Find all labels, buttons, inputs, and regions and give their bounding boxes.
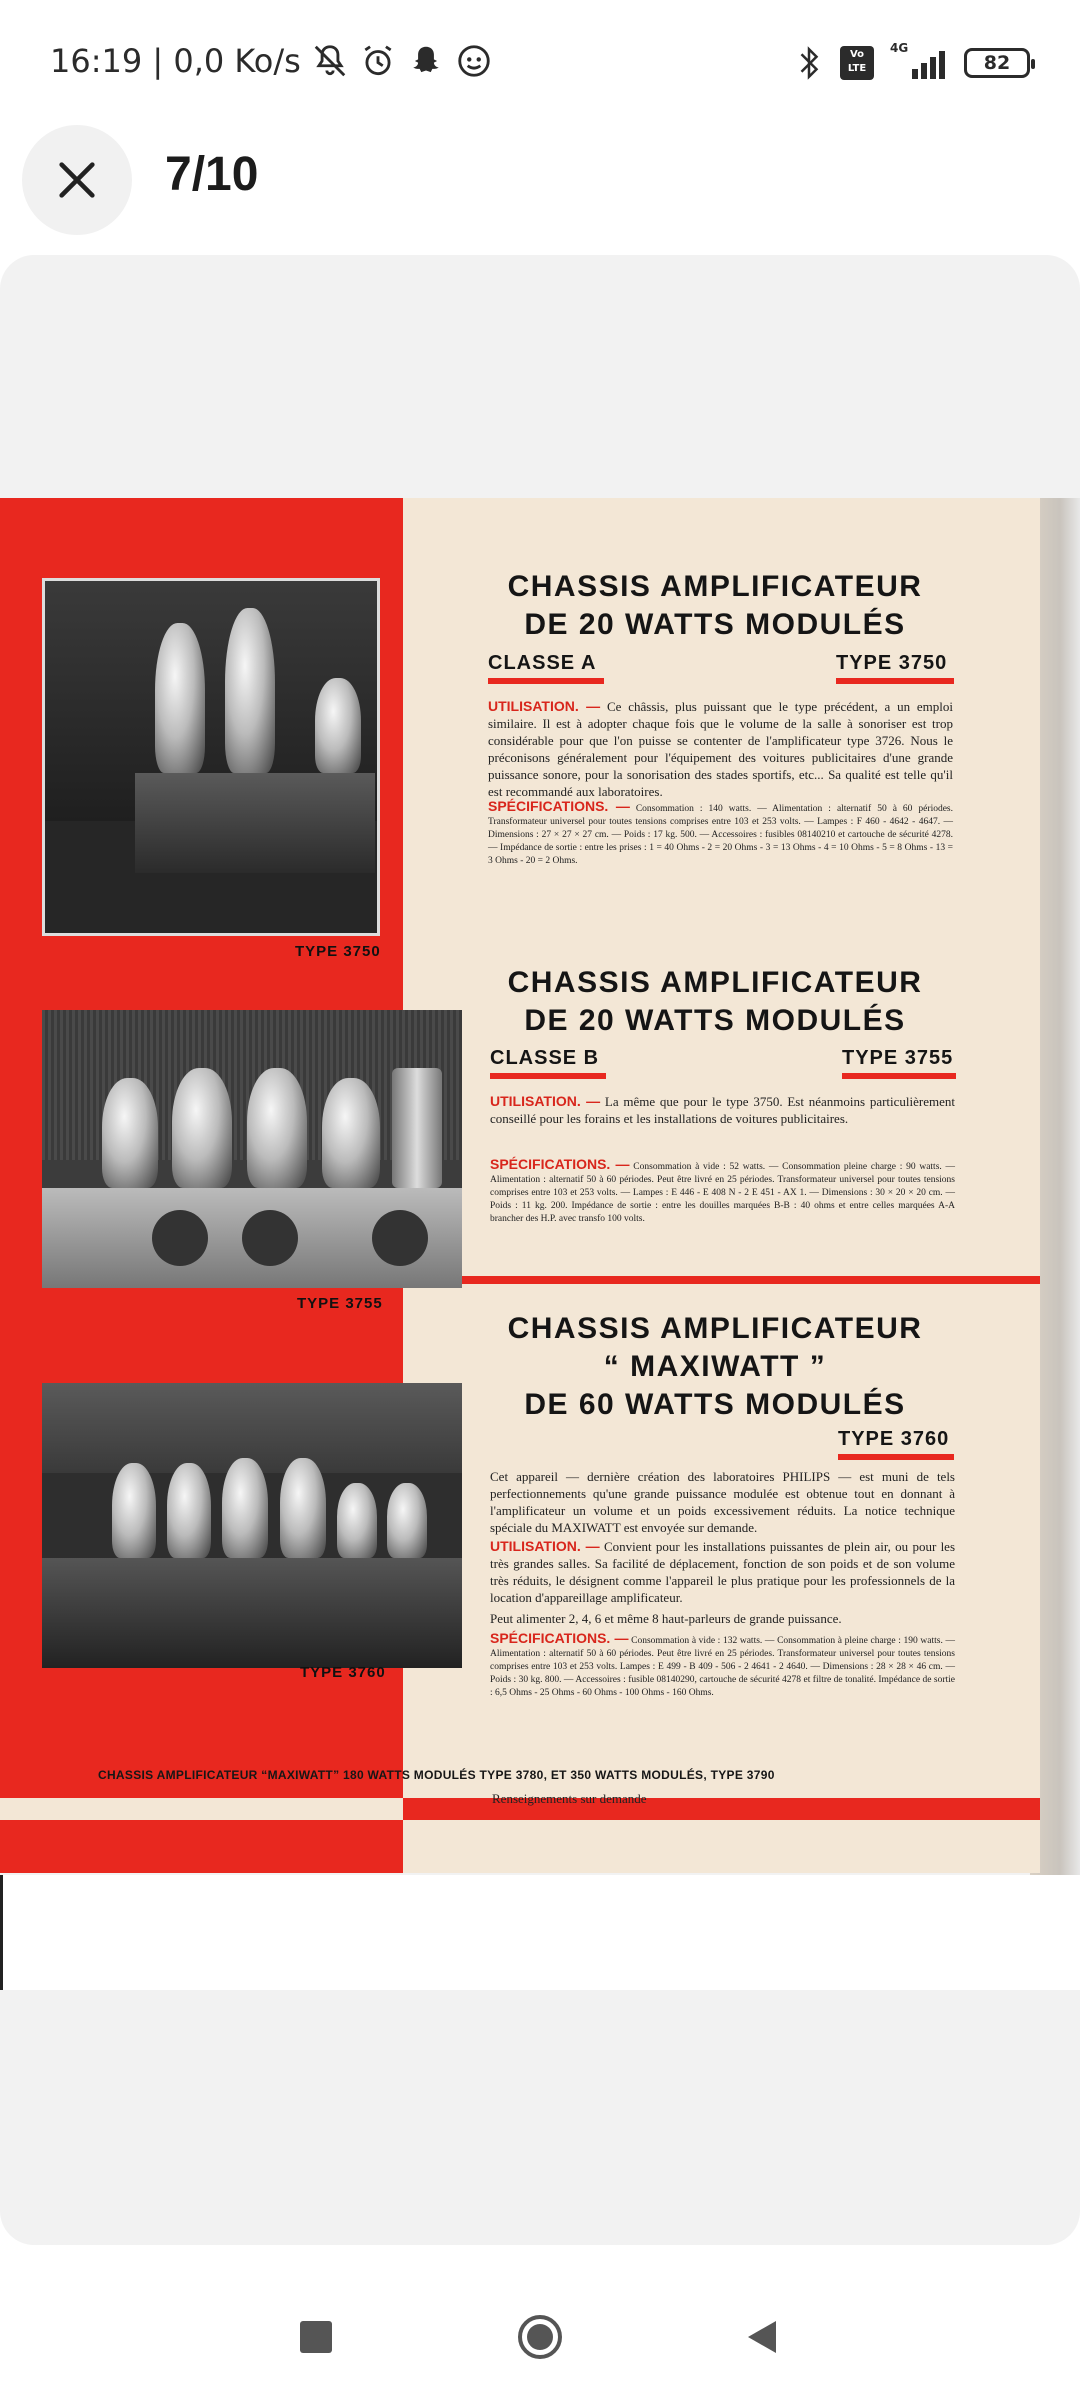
section1-classe: CLASSE A	[488, 652, 597, 674]
brochure-page	[0, 498, 1040, 1873]
status-bar	[0, 0, 1080, 120]
section2-type-underline	[842, 1073, 956, 1079]
status-left	[50, 42, 493, 80]
section2-utilisation: UTILISATION. — La même que pour le type 3750. Est néanmoins particulièrement conseillé pour les forains et les installations de voitures publicitaires.	[490, 1093, 955, 1126]
section3-type: TYPE 3760	[838, 1428, 950, 1450]
circle-home-icon	[518, 2315, 562, 2359]
section2-classe-underline	[490, 1073, 606, 1079]
battery-icon	[964, 48, 1030, 78]
section1-title: CHASSIS AMPLIFICATEUR DE 20 WATTS MODULÉS	[507, 570, 923, 641]
section2-title: CHASSIS AMPLIFICATEUR DE 20 WATTS MODULÉS	[507, 966, 923, 1037]
photo-label-3755: TYPE 3755	[297, 1295, 383, 1312]
section1-type-underline	[836, 678, 954, 684]
photo-label-3750: TYPE 3750	[295, 943, 381, 960]
section-divider	[403, 1276, 1040, 1284]
bell-off-icon	[311, 42, 349, 80]
close-button[interactable]	[22, 125, 132, 235]
brochure-footer-line: CHASSIS AMPLIFICATEUR “MAXIWATT” 180 WATTS MODULÉS TYPE 3780, ET 350 WATTS MODULÉS, TYPE 3790	[98, 1768, 775, 1782]
section3-intro: Cet appareil — dernière création des laboratoires PHILIPS — est muni de tels perfectionnements qu'une grande puissance modulée est obtenue tout en donnant à l'amplificateur un volume et un poids excessivement réduits. La notice technique spéciale du MAXIWATT est envoyée sur demande.	[490, 1469, 955, 1535]
back-button[interactable]	[730, 2305, 794, 2369]
section1-specifications: SPÉCIFICATIONS. — Consommation : 140 watts. — Alimentation : alternatif 50 à 60 périodes. Transformateur universel pour toutes tensions comprises entre 103 et 253 volts. — Lampes : F 460 - 4642 - 4647. — Dimensions : 27 × 27 × 27 cm. — Poids : 17 kg. 500. — Accessoires : fusibles 08140210 et cartouche de sécurité 4278. — Impédance de sortie : entre les prises : 1 = 40 Ohms - 2 = 20 Ohms - 3 = 13 Ohms - 4 = 10 Ohms - 5 = 8 Ohms - 13 = 3 Ohms - 20 = 2 Ohms.	[488, 798, 953, 866]
section1-utilisation: UTILISATION. — Ce châssis, plus puissant que le type précédent, a un emploi similaire. Il est à adopter chaque fois que le volume de la salle à sonoriser est trop considérable pour que l'on puisse se contenter de l'amplificateur type 3726. Nous le préconisons généralement pour l'équipement des voitures publicitaires d'une grande puissance sonore, pour la sonorisation des stades sportifs, etc... Sa qualité est telle qu'il est recommandé aux laboratoires.	[488, 698, 954, 799]
amplifier-photo-3760	[42, 1383, 462, 1668]
status-right	[794, 41, 1030, 82]
amplifier-photo-3750	[42, 578, 380, 936]
section3-extra: Peut alimenter 2, 4, 6 et même 8 haut-parleurs de grande puissance.	[490, 1611, 842, 1626]
amplifier-photo-3755	[42, 1010, 462, 1288]
cat-face-icon	[455, 42, 493, 80]
section2-specifications: SPÉCIFICATIONS. — Consommation à vide : 52 watts. — Consommation pleine charge : 90 watts. — Alimentation : alternatif 50 à 60 périodes. Peut être livré en 25 périodes. Transformateur universel pour toutes tensions comprises entre 103 et 253 volts. — Lampes : E 446 - E 408 N - 2 E 451 - AX 1. — Dimensions : 30 × 20 × 20 cm. — Poids : 11 kg. 200. Impédance de sortie : entre les douilles marquées B-B : 40 ohms et entre celles marquées A-A brancher des H.P. avec transfo 100 volts.	[490, 1156, 955, 1224]
alarm-icon	[359, 42, 397, 80]
section3-utilisation: UTILISATION. — Convient pour les installations puissantes de plein air, ou pour les très grandes salles. Sa facilité de déplacement, fonction de son poids et de son volume très réduits, le désignent comme l'appareil le plus pratique pour les professionnels de la location d'appareillage amplificateur.	[490, 1538, 956, 1605]
brochure-footer-sub: Renseignements sur demande	[492, 1791, 647, 1806]
section3-title: CHASSIS AMPLIFICATEUR “ MAXIWATT ” DE 60 WATTS MODULÉS	[507, 1312, 923, 1421]
image-counter: 7/10	[165, 148, 259, 201]
image-viewer-panel[interactable]	[0, 255, 1080, 2245]
square-icon	[300, 2321, 332, 2353]
triangle-back-icon	[744, 2317, 780, 2357]
close-icon	[54, 157, 100, 203]
photo-label-3760: TYPE 3760	[300, 1664, 386, 1681]
snapchat-icon	[407, 42, 445, 80]
page-underside	[0, 1875, 1080, 1990]
recent-apps-button[interactable]	[284, 2305, 348, 2369]
battery-level: 82	[983, 52, 1011, 74]
section2-type: TYPE 3755	[842, 1047, 954, 1069]
section3-type-underline	[838, 1454, 954, 1460]
network-type: 4G	[890, 41, 909, 55]
signal-icon	[890, 41, 948, 81]
section2-classe: CLASSE B	[490, 1047, 600, 1069]
paper-gap	[0, 1798, 403, 1820]
section1-classe-underline	[488, 678, 604, 684]
bluetooth-icon	[794, 44, 824, 82]
status-time-speed: 16:19 | 0,0 Ko/s	[50, 42, 301, 80]
section1-type: TYPE 3750	[836, 652, 948, 674]
volte-icon: Vo LTE	[840, 46, 874, 80]
section3-specifications: SPÉCIFICATIONS. — Consommation à vide : 132 watts. — Consommation à pleine charge : 190 watts. — Alimentation : alternatif 50 à 60 périodes. Peut être livré en 25 périodes. Transformateur universel pour toutes tensions comprises entre 103 et 253 volts. Lampes : E 499 - B 409 - 506 - 2 4641 - 2 4640. — Dimensions : 28 × 28 × 46 cm. — Poids : 30 kg. 800. — Accessoires : fusible 08140290, cartouche de sécurité 4278 et filtre de tonalité. Impédance de sortie : 6,5 Ohms - 25 Ohms - 60 Ohms - 100 Ohms - 160 Ohms.	[490, 1630, 955, 1698]
home-button[interactable]	[508, 2305, 572, 2369]
